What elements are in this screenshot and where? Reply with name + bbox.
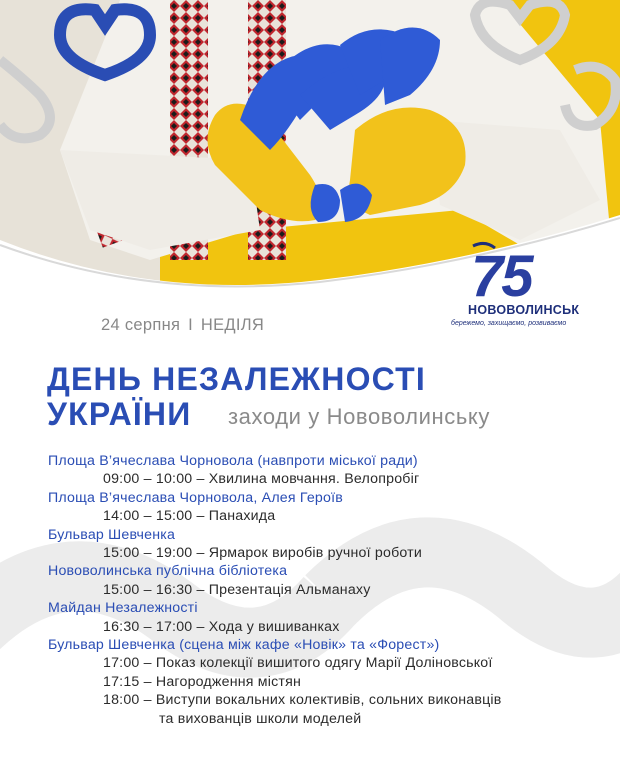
schedule-item: 17:00 – Показ колекції вишитого одягу Марії Доліновської — [103, 655, 493, 672]
logo-slogan: бережемо, захищаємо, розвиваємо — [451, 320, 567, 327]
schedule-location: Площа В’ячеслава Чорновола, Алея Героїв — [48, 489, 343, 506]
page-title-line1: ДЕНЬ НЕЗАЛЕЖНОСТІ — [47, 361, 427, 397]
schedule-location: Бульвар Шевченка — [48, 526, 176, 543]
weekday: НЕДІЛЯ — [200, 316, 265, 334]
schedule-item: 17:15 – Нагородження містян — [103, 673, 302, 690]
schedule-location: Площа В’ячеслава Чорновола (навпроти міської ради) — [48, 453, 418, 469]
schedule-item-continuation: та вихованців школи моделей — [159, 710, 362, 727]
logo-number: 75 — [471, 244, 532, 309]
schedule-item: 15:00 – 19:00 – Ярмарок виробів ручної роботи — [103, 544, 422, 561]
schedule-item: 14:00 – 15:00 – Панахида — [103, 508, 276, 525]
page-subtitle: заходи у Нововолинську — [228, 404, 490, 429]
schedule-location: Нововолинська публічна бібліотека — [48, 563, 288, 580]
date-text: 24 серпня — [101, 316, 181, 334]
event-date — [101, 316, 264, 335]
schedule-location: Бульвар Шевченка (сцена між кафе «Новік» та «Форест») — [48, 636, 440, 653]
schedule-item: 18:00 – Виступи вокальних колективів, сольних виконавців — [103, 692, 502, 709]
logo-city-name: НОВОВОЛИНСЬК — [468, 303, 580, 317]
schedule-item: 09:00 – 10:00 – Хвилина мовчання. Велопробіг — [103, 471, 420, 488]
schedule-location: Майдан Незалежності — [48, 600, 198, 617]
schedule-item: 16:30 – 17:00 – Хода у вишиванках — [103, 618, 340, 635]
schedule-item: 15:00 – 16:30 – Презентація Альманаху — [103, 581, 371, 598]
date-separator: І — [188, 316, 194, 334]
page-title-line2: УКРАЇНИ — [47, 396, 192, 432]
schedule-list — [48, 452, 608, 728]
